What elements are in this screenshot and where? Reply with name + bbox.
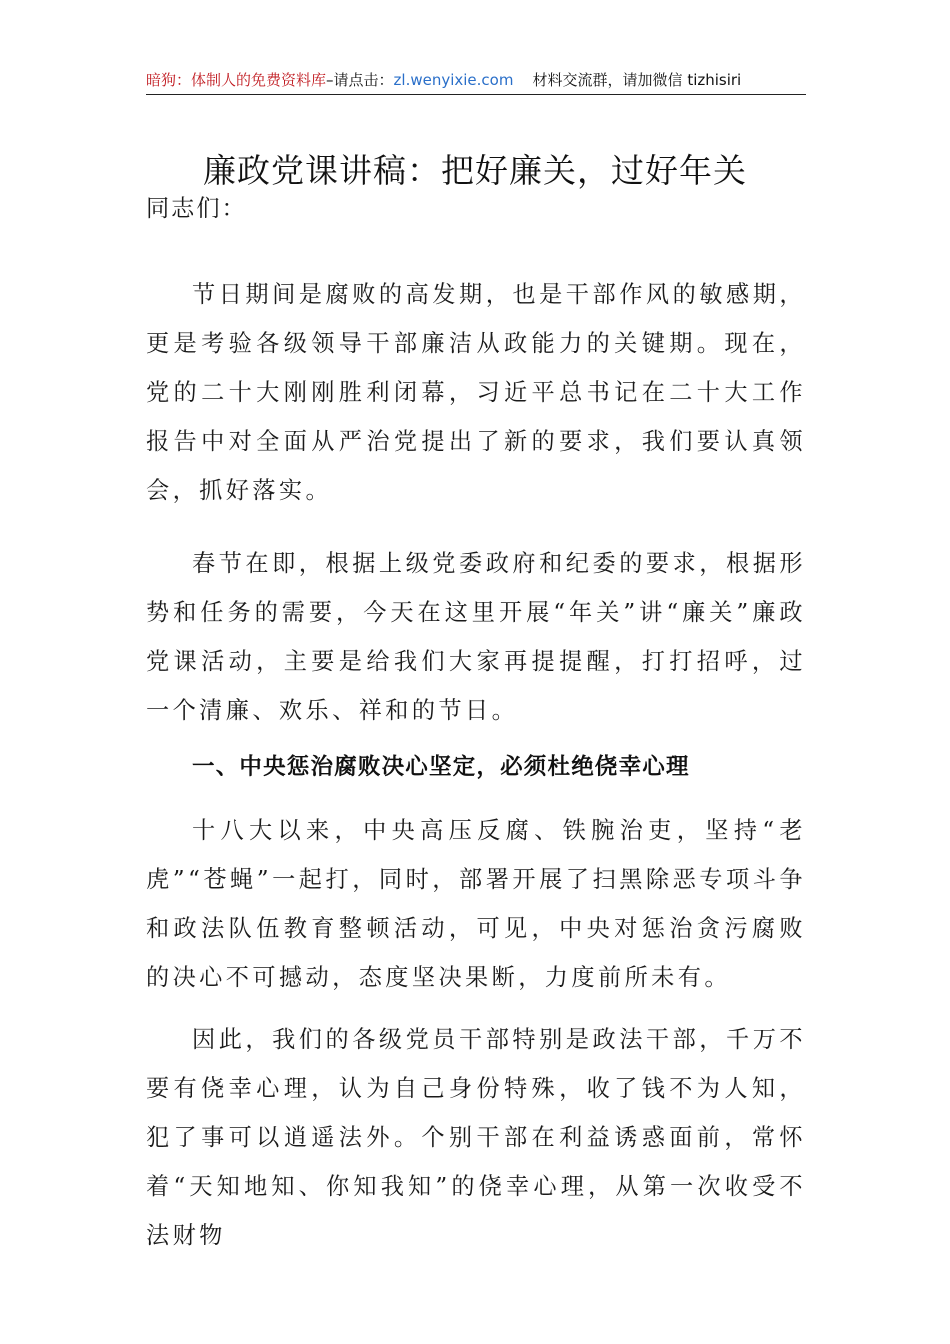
paragraph-3: 十八大以来，中央高压反腐、铁腕治吏，坚持“老虎”“苍蝇”一起打，同时，部署开展了扫黑除恶专项斗争和政法队伍教育整顿活动，可见，中央对惩治贪污腐败的决心不可撼动，态度坚决果断，力度前所未有。 — [146, 817, 806, 991]
salutation: 同志们： — [146, 195, 247, 222]
header-click-prompt: –请点击： — [326, 71, 394, 89]
paragraph-2: 春节在即，根据上级党委政府和纪委的要求，根据形势和任务的需要，今天在这里开展“年关”讲“廉关”廉政党课活动，主要是给我们大家再提提醒，打打招呼，过一个清廉、欢乐、祥和的节日。 — [146, 550, 806, 724]
page-header — [146, 68, 806, 95]
document-title: 廉政党课讲稿：把好廉关，过好年关 — [203, 151, 747, 190]
header-site-name: 暗狗：体制人的免费资料库 — [146, 71, 327, 89]
section-heading-1: 一、中央惩治腐败决心坚定，必须杜绝侥幸心理 — [192, 754, 690, 780]
paragraph-1: 节日期间是腐败的高发期，也是干部作风的敏感期，更是考验各级领导干部廉洁从政能力的关键期。现在，党的二十大刚刚胜利闭幕，习近平总书记在二十大工作报告中对全面从严治党提出了新的要求，我们要认真领会，抓好落实。 — [146, 281, 806, 504]
paragraph-4: 因此，我们的各级党员干部特别是政法干部，千万不要有侥幸心理，认为自己身份特殊，收了钱不为人知，犯了事可以逍遥法外。个别干部在利益诱惑面前，常怀着“天知地知、你知我知”的侥幸心理，从第一次收受不法财物 — [146, 1026, 806, 1249]
header-wechat-note: 材料交流群，请加微信 tizhisiri — [532, 71, 742, 89]
header-link[interactable]: zl.wenyixie.com — [393, 71, 514, 89]
